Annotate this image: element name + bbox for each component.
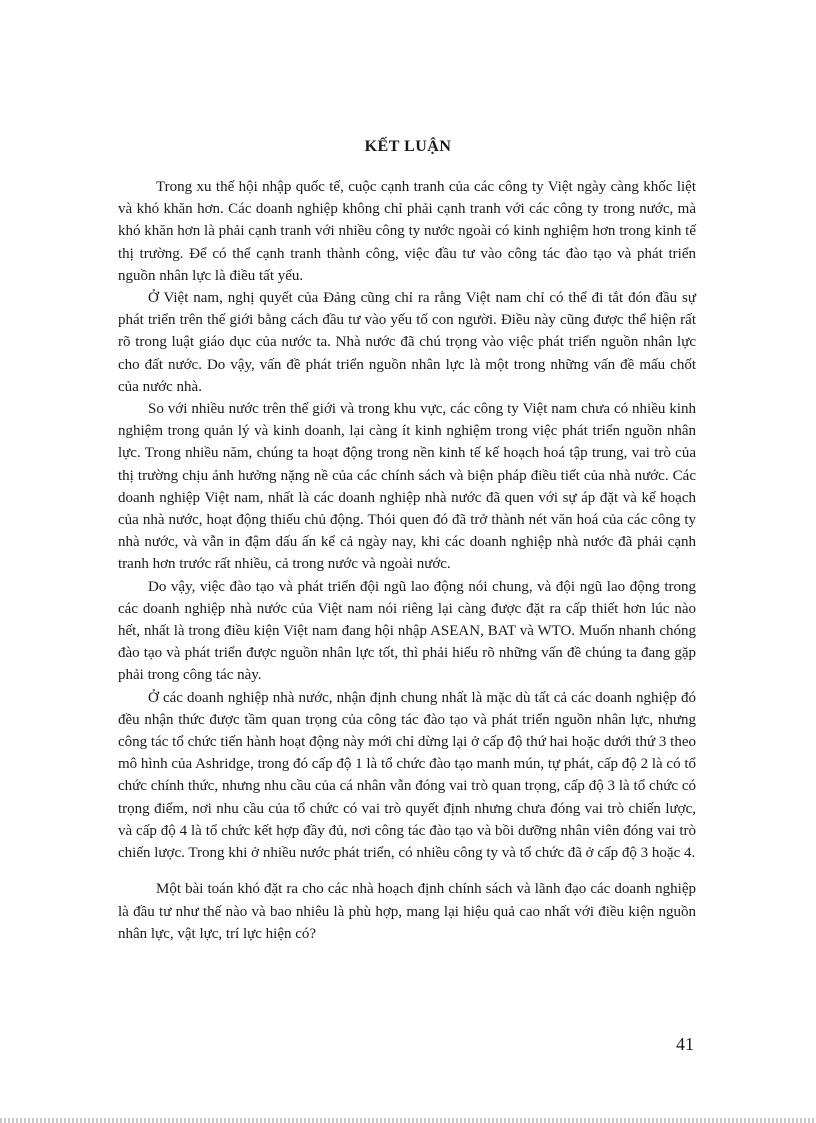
paragraph-1: Trong xu thế hội nhập quốc tế, cuộc cạnh tranh của các công ty Việt ngày càng khốc liệt và khó khăn hơn. Các doanh nghiệp không chỉ phải cạnh tranh với các công ty trong nước, mà khó khăn hơn là phải cạnh tranh với nhiều công ty nước ngoài có kinh nghiệm hơn trong kinh tế thị trường. Để có thể cạnh tranh thành công, việc đầu tư vào công tác đào tạo và phát triển nguồn nhân lực là điều tất yếu. bbox=[118, 179, 696, 284]
paragraph-2: Ở Việt nam, nghị quyết của Đảng cũng chỉ ra rằng Việt nam chỉ có thể đi tắt đón đầu sự phát triển trên thế giới bằng cách đầu tư vào yếu tố con người. Điều này cũng được thể hiện rất rõ trong luật giáo dục của nước ta. Nhà nước đã chú trọng vào việc phát triển nguồn nhân lực cho đất nước. Do vậy, vấn đề phát triển nguồn nhân lực là một trong những vấn đề mấu chốt của nước nhà. bbox=[118, 290, 696, 395]
page-number: 41 bbox=[676, 1034, 694, 1054]
paragraph-5: Ở các doanh nghiệp nhà nước, nhận định chung nhất là mặc dù tất cả các doanh nghiệp đó đều nhận thức được tầm quan trọng của công tác đào tạo và phát triển nguồn nhân lực, nhưng công tác tổ chức tiến hành hoạt động này mới chỉ dừng lại ở cấp độ thứ hai hoặc dưới thứ 3 theo mô hình của Ashridge, trong đó cấp độ 1 là tổ chức đào tạo manh mún, tự phát, cấp độ 2 là có tổ chức chính thức, nhưng nhu cầu của cá nhân vẫn đóng vai trò quan trọng, cấp độ 3 là tổ chức có trọng điểm, nơi nhu cầu của tổ chức có vai trò quyết định nhưng chưa đóng vai trò chiến lược, và cấp độ 4 là tổ chức kết hợp đầy đủ, nơi công tác đào tạo và bồi dưỡng nhân viên đóng vai trò chiến lược. Trong khi ở nhiều nước phát triển, có nhiều công ty và tổ chức đã ở cấp độ 3 hoặc 4. bbox=[118, 689, 696, 862]
page-title: KẾT LUẬN bbox=[364, 138, 452, 155]
page-bottom-border bbox=[0, 1118, 816, 1123]
paragraph-6: Một bài toán khó đặt ra cho các nhà hoạch định chính sách và lãnh đạo các doanh nghiệp là đầu tư như thế nào và bao nhiêu là phù hợp, mang lại hiệu quả cao nhất với điều kiện nguồn nhân lực, vật lực, trí lực hiện có? bbox=[118, 881, 696, 942]
paragraph-3: So với nhiều nước trên thế giới và trong khu vực, các công ty Việt nam chưa có nhiều kinh nghiệm trong quản lý và kinh doanh, lại càng ít kinh nghiệm trong việc phát triển nguồn nhân lực. Trong nhiều năm, chúng ta hoạt động trong nền kinh tế kế hoạch hoá tập trung, vai trò của thị trường chịu ảnh hưởng nặng nề của các chính sách và biện pháp điều tiết của nhà nước. Các doanh nghiệp Việt nam, nhất là các doanh nghiệp nhà nước đã quen với sự áp đặt và kế hoạch của nhà nước, hoạt động thiếu chủ động. Thói quen đó đã trở thành nét văn hoá của các công ty nhà nước, và vẫn in đậm dấu ấn kể cả ngày nay, khi các doanh nghiệp nhà nước đã phải cạnh tranh hơn trước rất nhiều, cả trong nước và ngoài nước. bbox=[118, 401, 696, 573]
body-text bbox=[118, 176, 696, 945]
paragraph-4: Do vậy, việc đào tạo và phát triển đội ngũ lao động nói chung, và đội ngũ lao động trong các doanh nghiệp nhà nước của Việt nam nói riêng lại càng được đặt ra cấp thiết hơn lúc nào hết, nhất là trong điều kiện Việt nam đang hội nhập ASEAN, BAT và WTO. Muốn nhanh chóng đào tạo và phát triển được nguồn nhân lực tốt, thì phải hiểu rõ những vấn đề chúng ta đang gặp phải trong công tác này. bbox=[118, 578, 696, 684]
